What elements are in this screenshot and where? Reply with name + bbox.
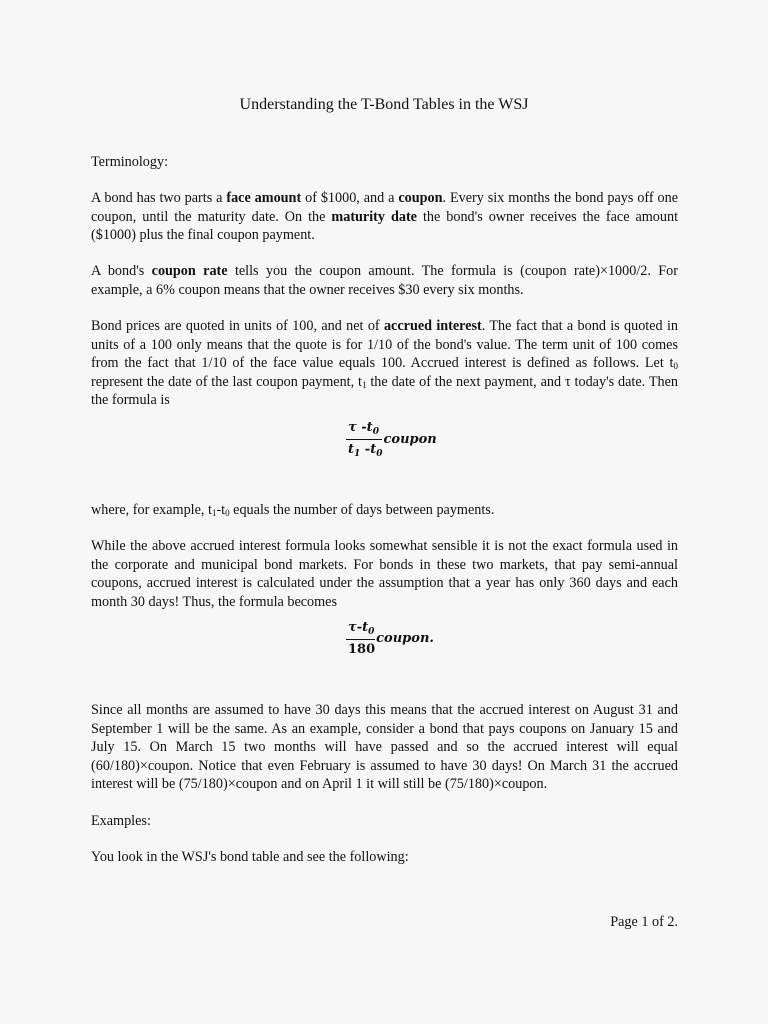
subscript: 1 [354, 449, 361, 460]
subscript: 1 [361, 379, 367, 390]
formula-coupon-word: coupon [383, 432, 437, 448]
text-run: represent the date of the last coupon payment, t [91, 373, 362, 390]
text-run: Bond prices are quoted in units of 100, and net of [91, 318, 384, 334]
paragraph-coupon-rate [91, 262, 678, 299]
text-run: the date of the next payment, and τ today's date. Then the formula is [91, 373, 678, 409]
text-run: tells you the coupon amount. The formula is (coupon rate)×1000/2. For example, a 6% coupon means that the owner receives $30 every six months. [91, 263, 678, 298]
formula-text: t [348, 442, 355, 458]
paragraph-30-day-months: Since all months are assumed to have 30 days this means that the accrued interest on August 31 and September 1 will be the same. As an example, consider a bond that pays coupons on January 15 and July 15. On March 15 two months will have passed and so the accrued interest will equal (60/180)×coupon. Notice that even February is assumed to have 30 days! On March 31 the accrued interest will be (75/180)×coupon and on April 1 it will still be (75/180)×coupon. [91, 702, 678, 793]
subscript: 1 [211, 508, 217, 518]
formula-text: τ-t [348, 620, 369, 635]
fraction-bar [346, 639, 375, 640]
fraction-denominator: 180 [348, 642, 376, 658]
subscript: 0 [225, 508, 230, 518]
page-title: Understanding the T-Bond Tables in the WSJ [239, 96, 529, 113]
text-run: the bond's owner receives the face amount ($1000) plus the final coupon payment. [91, 208, 679, 244]
fraction [346, 620, 375, 657]
paragraph-exact-formula: While the above accrued interest formula looks somewhat sensible it is not the exact formula used in the corporate and municipal bond markets. For bonds in these two markets, that pay semi-annual coupons, accrued interest is calculated under the assumption that a year has only 360 days and each month 30 days! Thus, the formula becomes [91, 538, 678, 610]
fraction-denominator [346, 442, 382, 459]
fraction-bar [346, 439, 382, 440]
text-run: . Every six months the bond pays off one coupon, until the maturity date. On the [91, 190, 678, 225]
text-run: A bond has two parts a [91, 190, 227, 206]
formula-360-day [346, 620, 434, 657]
formula-accrued-interest [346, 420, 437, 459]
text-run: . The fact that a bond is quoted in units of a 100 only means that the quote is for 1/10 of the bond's value. The term unit of 100 comes from the fact that 1/10 of the face value equals 100. Accrued interest is defined as follows. Let t [91, 318, 678, 372]
term-coupon: coupon [398, 190, 443, 206]
formula-text: τ -t [348, 420, 373, 435]
term-maturity-date: maturity date [331, 208, 417, 225]
paragraph-where [91, 501, 678, 520]
term-face-amount: face amount [226, 190, 302, 206]
text-run: where, for example, t [91, 502, 212, 518]
subscript: 0 [368, 627, 375, 637]
page-number: Page 1 of 2. [610, 914, 678, 930]
fraction-numerator [346, 420, 382, 437]
text-run: equals the number of days between payments. [229, 502, 495, 518]
paragraph-bond-prices [91, 317, 678, 410]
text-run: -t [216, 502, 226, 518]
terminology-heading: Terminology: [91, 154, 169, 170]
term-accrued-interest: accrued interest [383, 318, 482, 334]
fraction [346, 420, 382, 459]
subscript: 0 [372, 427, 379, 437]
fraction-numerator [346, 620, 375, 637]
subscript: 0 [673, 361, 678, 372]
subscript: 0 [376, 449, 383, 460]
text-run: of $1000, and a [301, 190, 399, 206]
formula-coupon-word: coupon. [376, 631, 434, 647]
paragraph-face-amount [91, 189, 678, 245]
examples-heading: Examples: [91, 813, 151, 829]
paragraph-bond-table: You look in the WSJ's bond table and see the following: [91, 849, 409, 865]
text-run: A bond's [91, 263, 152, 279]
formula-text: -t [360, 442, 377, 458]
term-coupon-rate: coupon rate [151, 263, 228, 279]
